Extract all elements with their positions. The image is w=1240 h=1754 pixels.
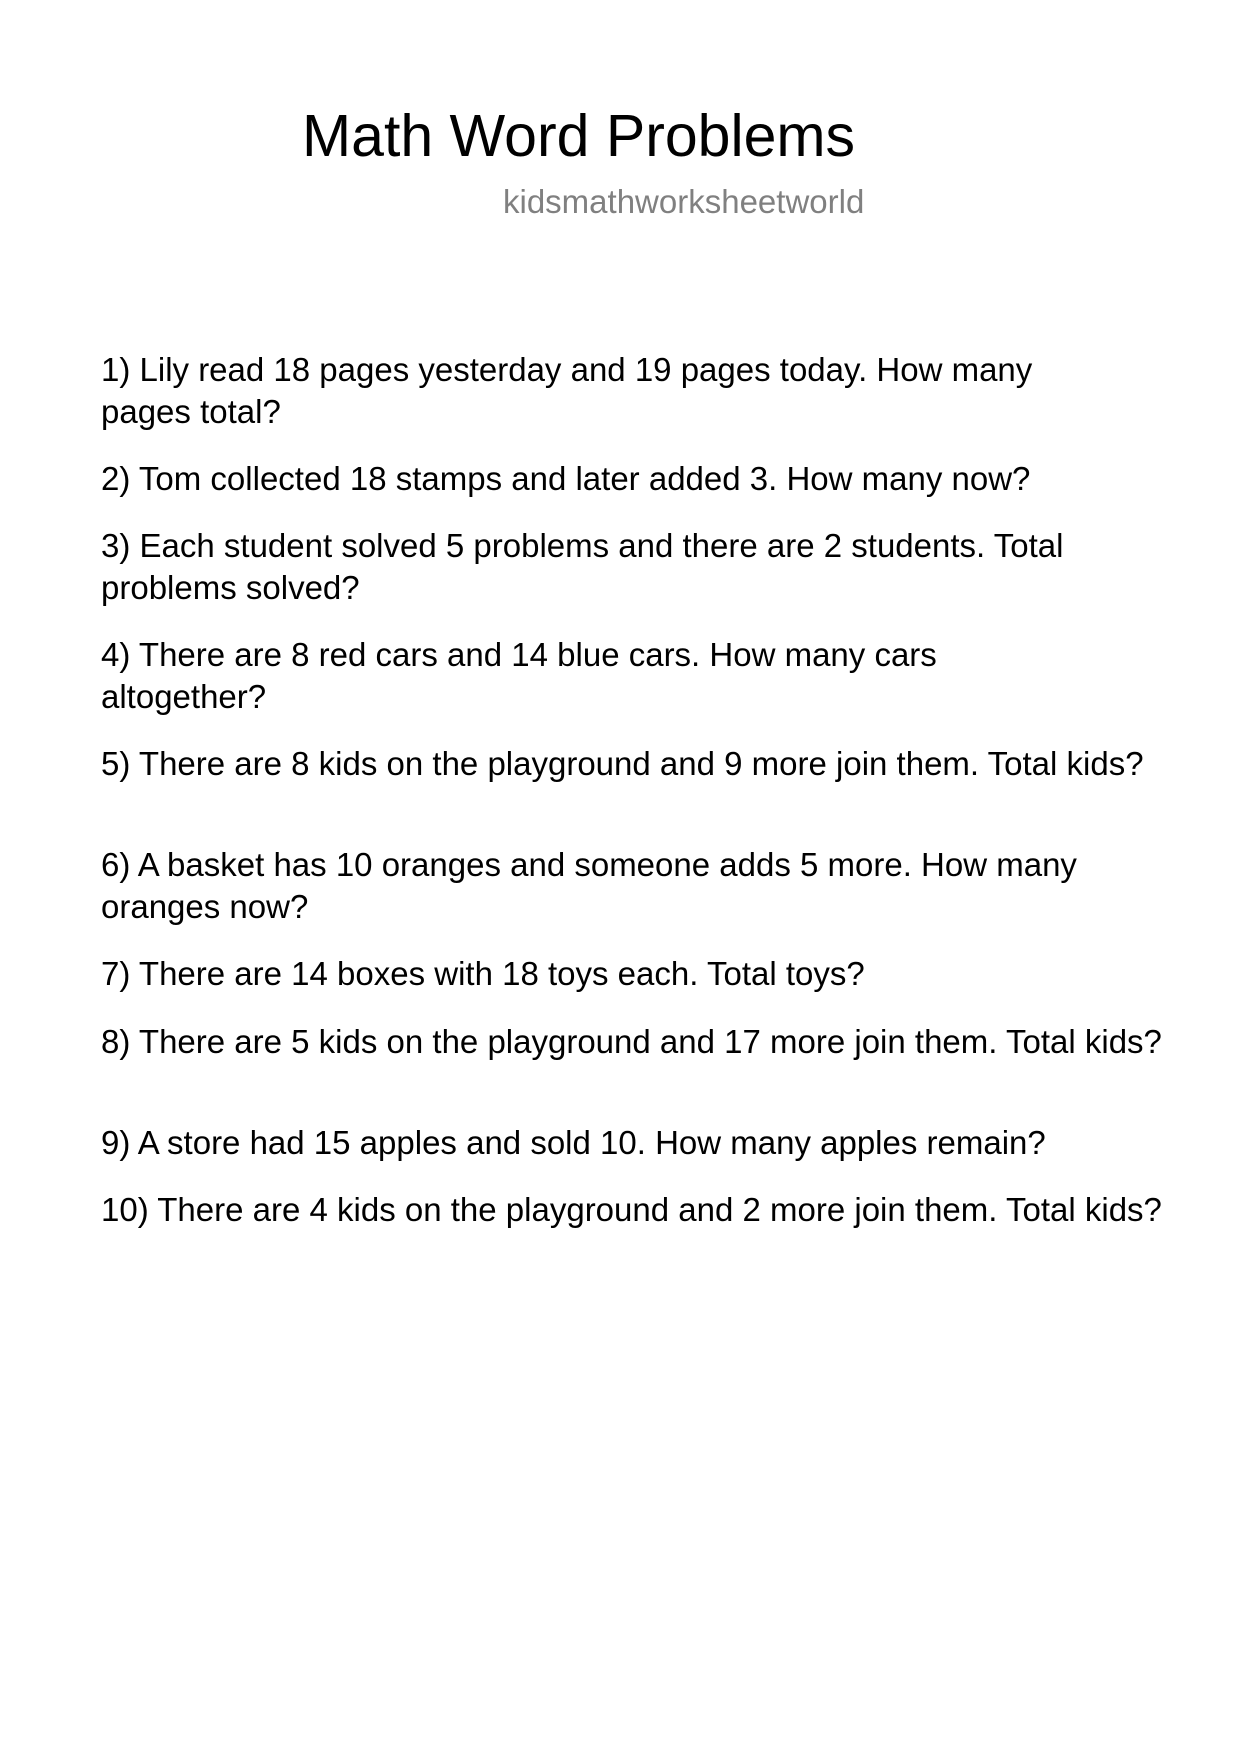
page-subtitle: kidsmathworksheetworld (503, 183, 865, 220)
problem-2: 2) Tom collected 18 stamps and later added 3. How many now? (101, 460, 1031, 497)
problem-10: 10) There are 4 kids on the playground and 2 more join them. Total kids? (101, 1191, 1162, 1228)
problem-1: 1) Lily read 18 pages yesterday and 19 pages today. How many pages total? (101, 351, 1033, 430)
problem-5: 5) There are 8 kids on the playground and 9 more join them. Total kids? (101, 745, 1144, 782)
problem-8: 8) There are 5 kids on the playground and 17 more join them. Total kids? (101, 1023, 1162, 1060)
page-title: Math Word Problems (302, 103, 856, 169)
problem-4: 4) There are 8 red cars and 14 blue cars. How many cars altogether? (101, 636, 937, 715)
problem-7: 7) There are 14 boxes with 18 toys each. Total toys? (101, 955, 865, 992)
problem-3: 3) Each student solved 5 problems and there are 2 students. Total problems solved? (101, 527, 1064, 606)
problem-6: 6) A basket has 10 oranges and someone adds 5 more. How many oranges now? (101, 846, 1077, 925)
problem-9: 9) A store had 15 apples and sold 10. How many apples remain? (101, 1124, 1046, 1161)
